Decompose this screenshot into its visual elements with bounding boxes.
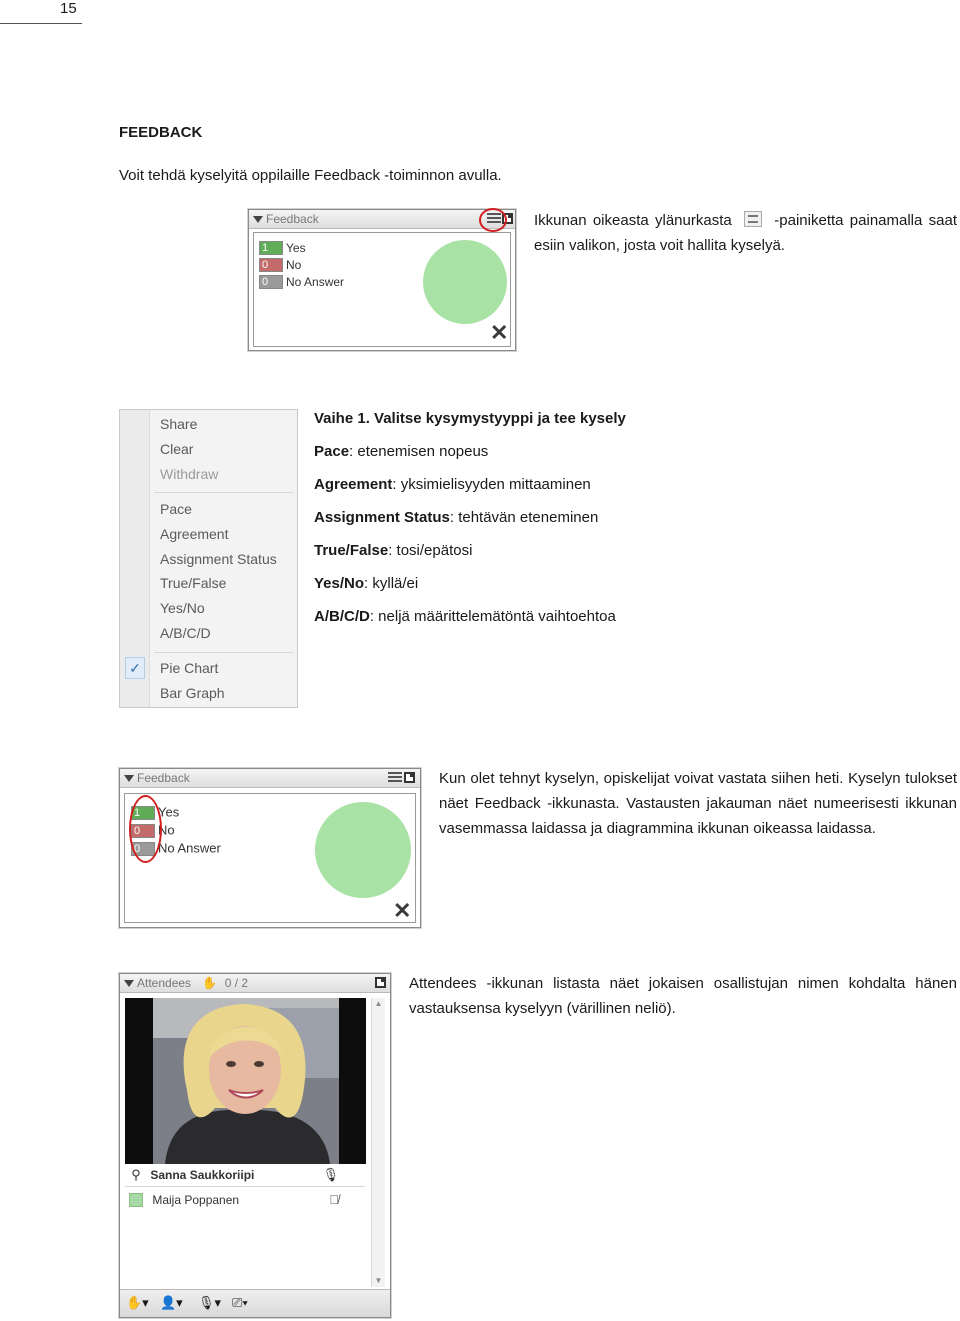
step-term: True/False (314, 542, 389, 559)
feedback-window-header (120, 769, 420, 788)
attendee-status-icon[interactable]: 👤▾ (160, 1295, 183, 1310)
step-term: Agreement (314, 476, 393, 493)
step-term: Yes/No (314, 575, 365, 592)
menu-item-bar-graph[interactable]: Bar Graph (160, 685, 225, 701)
answer-label: No (158, 822, 175, 838)
step-term: Assignment Status (314, 509, 450, 526)
presenter-icon: ⚲ (131, 1167, 141, 1182)
menu-item-true-false[interactable]: True/False (160, 575, 227, 591)
section-heading: FEEDBACK (119, 124, 203, 141)
microphone-icon: 🎙 (322, 1167, 339, 1182)
step-desc: : tehtävän eteneminen (449, 509, 599, 526)
menu-separator (154, 492, 293, 493)
checkmark-icon: ✓ (125, 657, 145, 679)
answer-row-no (259, 256, 301, 272)
step-item (314, 540, 626, 573)
highlight-circle (129, 795, 162, 863)
step-term: A/B/C/D (314, 608, 370, 625)
attendees-toolbar (120, 1289, 390, 1317)
step-item (314, 507, 626, 540)
header-rule (0, 23, 82, 24)
feedback-window-body (124, 793, 416, 923)
feedback-window-screenshot (248, 209, 516, 351)
step-desc: : yksimielisyyden mittaaminen (392, 476, 591, 493)
answer-row-yes (259, 239, 306, 255)
audio-icon[interactable]: 🎙▾ (198, 1295, 222, 1310)
video-icon[interactable]: ⎚▾ (232, 1295, 248, 1310)
menu-note-before: Ikkunan oikeasta ylänurkasta (534, 212, 732, 229)
collapse-triangle-icon (124, 775, 134, 782)
close-icon[interactable]: ✕ (393, 898, 412, 923)
close-icon[interactable]: ✕ (490, 320, 509, 345)
step-item (314, 474, 626, 507)
answer-label: Yes (286, 240, 306, 255)
answer-label: No Answer (286, 274, 345, 289)
feedback-results-window-screenshot (119, 768, 421, 928)
answer-count: 0 (131, 824, 155, 838)
pie-chart (423, 240, 507, 324)
answer-label: Yes (158, 804, 180, 820)
menu-separator (154, 652, 293, 653)
menu-note-after: -painiketta painamalla saat esiin valikon, josta voit hallita kyselyä. (534, 212, 957, 254)
answer-count: 1 (131, 806, 155, 820)
menu-item-clear[interactable]: Clear (160, 441, 194, 457)
menu-item-pace[interactable]: Pace (160, 501, 192, 517)
menu-item-withdraw[interactable]: Withdraw (160, 466, 219, 482)
answer-count: 1 (259, 241, 283, 255)
attendee-row-presenter[interactable] (125, 1163, 365, 1187)
undock-icon[interactable] (404, 772, 415, 783)
attendee-name: Maija Poppanen (152, 1193, 240, 1207)
step-desc: : kyllä/ei (364, 575, 419, 592)
answer-count: 0 (131, 842, 155, 856)
feedback-status-square (129, 1193, 143, 1207)
menu-item-assignment-status[interactable]: Assignment Status (160, 551, 277, 567)
undock-icon[interactable] (375, 977, 386, 988)
step-item (314, 441, 626, 474)
collapse-triangle-icon (124, 980, 134, 987)
results-text: Kun olet tehnyt kyselyn, opiskelijat voivat vastata siihen heti. Kyselyn tulokset näet Feedback -ikkunasta. Vastausten jakauman näet numeerisesti ikkunan vasemmassa laidassa ja diagrammina ikkunan oikeassa laidassa. (439, 770, 957, 837)
pie-chart (315, 802, 411, 898)
intro-text: Voit tehdä kyselyitä oppilaille Feedback -toiminnon avulla. (119, 167, 502, 184)
attendees-window-title: Attendees (137, 976, 192, 990)
answer-count: 0 (259, 258, 283, 272)
answer-row-no-answer (259, 273, 344, 289)
presenter-photo (125, 998, 366, 1164)
menu-note-text (534, 208, 957, 258)
scroll-down-icon[interactable]: ▼ (374, 1276, 383, 1285)
microphone-muted-icon: 🎙̸ (329, 1192, 339, 1207)
step-term: Pace (314, 443, 350, 460)
presenter-video (125, 998, 366, 1164)
answer-label: No (286, 257, 302, 272)
attendee-name: Sanna Saukkoriipi (150, 1168, 255, 1182)
menu-icon (744, 211, 762, 227)
menu-item-agreement[interactable]: Agreement (160, 526, 229, 542)
menu-item-yes-no[interactable]: Yes/No (160, 600, 205, 616)
attendee-row-participant[interactable] (125, 1188, 365, 1212)
step-item (314, 606, 626, 639)
hand-icon: ✋ (202, 976, 218, 990)
answer-label: No Answer (158, 840, 221, 856)
step-item (314, 573, 626, 606)
highlight-circle (479, 208, 507, 232)
feedback-window-header (249, 210, 515, 229)
step-desc: : etenemisen nopeus (349, 443, 489, 460)
scroll-up-icon[interactable]: ▲ (374, 999, 383, 1008)
menu-item-share[interactable]: Share (160, 416, 198, 432)
attendees-count: 0 / 2 (224, 976, 249, 990)
steps-title (314, 408, 626, 441)
attendees-text: Attendees -ikkunan listasta näet jokaisen osallistujan nimen kohdalta hänen vastauksensa kyselyyn (värillinen neliö). (409, 975, 957, 1017)
page-number: 15 (60, 0, 77, 17)
feedback-menu-screenshot (119, 409, 298, 708)
feedback-window-body (253, 232, 511, 347)
attendees-scrollbar[interactable] (371, 998, 385, 1287)
feedback-window-title: Feedback (266, 212, 319, 226)
attendees-window-header (120, 974, 390, 993)
step-desc: : tosi/epätosi (388, 542, 473, 559)
answer-count: 0 (259, 275, 283, 289)
menu-icon[interactable] (388, 772, 402, 784)
steps-list (314, 408, 626, 639)
attendees-window-screenshot (119, 973, 391, 1318)
feedback-window-title: Feedback (137, 771, 190, 785)
menu-item-abcd[interactable]: A/B/C/D (160, 625, 211, 641)
menu-item-pie-chart[interactable]: Pie Chart (160, 660, 219, 676)
step-desc: : neljä määrittelemätöntä vaihtoehtoa (369, 608, 616, 625)
collapse-triangle-icon (253, 216, 263, 223)
steps-title-text: Vaihe 1. Valitse kysymystyyppi ja tee kysely (314, 410, 626, 427)
raise-hand-icon[interactable]: ✋▾ (126, 1295, 149, 1310)
